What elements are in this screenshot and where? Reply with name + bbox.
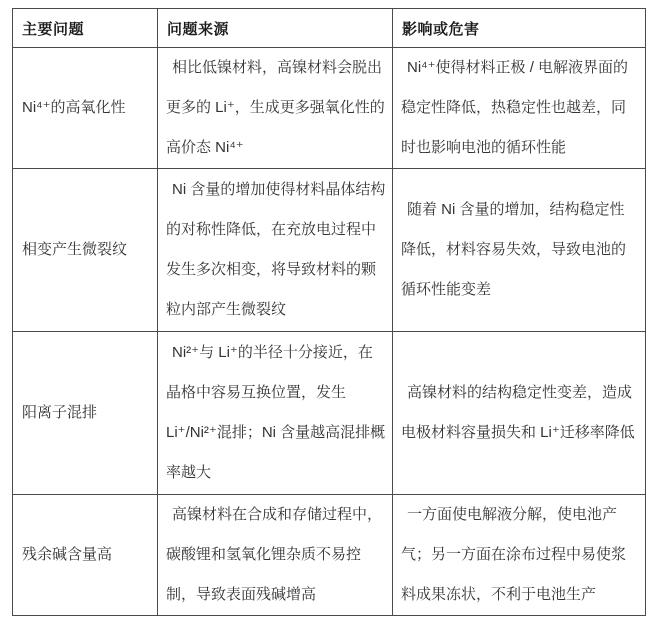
header-cell-main-problem: 主要问题: [13, 9, 158, 48]
table-row-microcracks: [13, 169, 646, 332]
problem-cell: 相变产生微裂纹: [13, 169, 158, 332]
header-cell-impact-or-harm: 影响或危害: [393, 9, 646, 48]
table-row-residual-alkali: [13, 495, 646, 616]
impact-cell: 高镍材料的结构稳定性变差，造成电极材料容量损失和 Li⁺迁移率降低: [393, 332, 646, 495]
problem-cell: 残余碱含量高: [13, 495, 158, 616]
source-cell: Ni²⁺与 Li⁺的半径十分接近，在晶格中容易互换位置，发生 Li⁺/Ni²⁺混排；Ni 含量越高混排概率越大: [158, 332, 393, 495]
problem-cell: 阳离子混排: [13, 332, 158, 495]
source-cell: 相比低镍材料，高镍材料会脱出更多的 Li⁺，生成更多强氧化性的高价态 Ni⁴⁺: [158, 48, 393, 169]
source-cell: 高镍材料在合成和存储过程中，碳酸锂和氢氧化锂杂质不易控制，导致表面残碱增高: [158, 495, 393, 616]
header-row: [13, 9, 646, 48]
impact-cell: Ni⁴⁺使得材料正极 / 电解液界面的稳定性降低，热稳定性也越差，同时也影响电池的循环性能: [393, 48, 646, 169]
impact-cell: 一方面使电解液分解，使电池产气；另一方面在涂布过程中易使浆料成果冻状，不利于电池生产: [393, 495, 646, 616]
source-cell: Ni 含量的增加使得材料晶体结构的对称性降低，在充放电过程中发生多次相变，将导致材料的颗粒内部产生微裂纹: [158, 169, 393, 332]
issues-table: [12, 8, 646, 616]
impact-cell: 随着 Ni 含量的增加，结构稳定性降低，材料容易失效，导致电池的循环性能变差: [393, 169, 646, 332]
problem-cell: Ni⁴⁺的高氧化性: [13, 48, 158, 169]
header-cell-problem-source: 问题来源: [158, 9, 393, 48]
table-row-high-oxidation: [13, 48, 646, 169]
table-row-cation-mixing: [13, 332, 646, 495]
